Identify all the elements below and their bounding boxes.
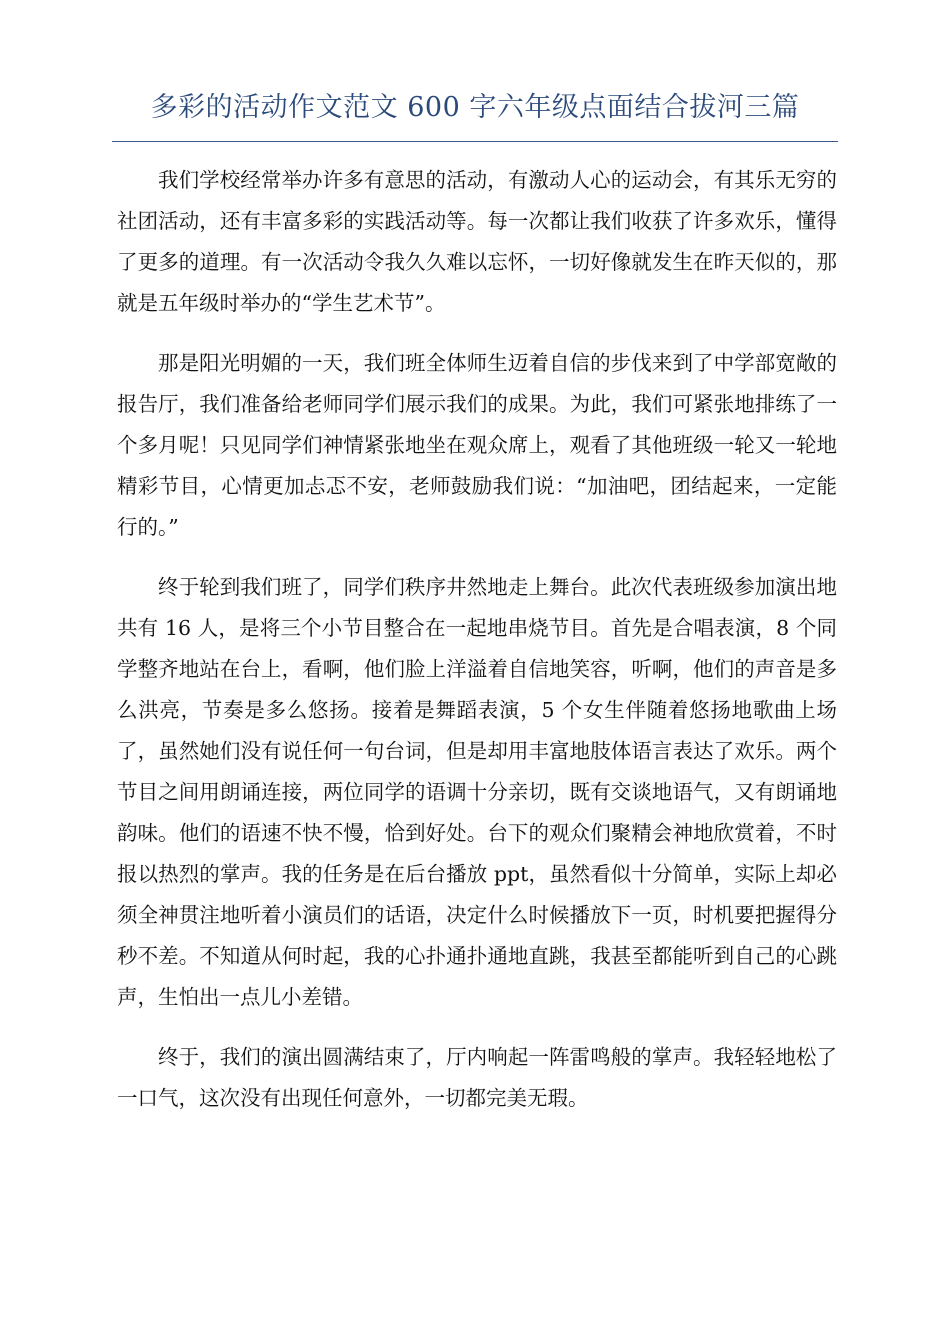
paragraph-1: 我们学校经常举办许多有意思的活动，有激动人心的运动会，有其乐无穷的社团活动，还有丰富多彩的实践活动等。每一次都让我们收获了许多欢乐，懂得了更多的道理。有一次活动令我久久难以忘怀，一切好像就发生在昨天似的，那就是五年级时举办的“学生艺术节”。 (117, 168, 837, 315)
paragraph-4: 终于，我们的演出圆满结束了，厅内响起一阵雷鸣般的掌声。我轻轻地松了一口气，这次没有出现任何意外，一切都完美无瑕。 (117, 1045, 837, 1110)
document-title: 多彩的活动作文范文 600 字六年级点面结合拔河三篇 (150, 92, 800, 123)
paragraph-3: 终于轮到我们班了，同学们秩序井然地走上舞台。此次代表班级参加演出地共有 16 人，是将三个小节目整合在一起地串烧节目。首先是合唱表演，8 个同学整齐地站在台上，看啊，他们脸上洋溢着自信地笑容，听啊，他们的声音是多么洪亮，节奏是多么悠扬。接着是舞蹈表演，5 个女生伴随着悠扬地歌曲上场了，虽然她们没有说任何一句台词，但是却用丰富地肢体语言表达了欢乐。两个节目之间用朗诵连接，两位同学的语调十分亲切，既有交谈地语气，又有朗诵地韵味。他们的语速不快不慢，恰到好处。台下的观众们聚精会神地欣赏着，不时报以热烈的掌声。我的任务是在后台播放 ppt，虽然看似十分简单，实际上却必须全神贯注地听着小演员们的话语，决定什么时候播放下一页，时机要把握得分秒不差。不知道从何时起，我的心扑通扑通地直跳，我甚至都能听到自己的心跳声，生怕出一点儿小差错。 (117, 575, 837, 1009)
title-divider (112, 141, 838, 142)
paragraph-2: 那是阳光明媚的一天，我们班全体师生迈着自信的步伐来到了中学部宽敞的报告厅，我们准备给老师同学们展示我们的成果。为此，我们可紧张地排练了一个多月呢！只见同学们神情紧张地坐在观众席上，观看了其他班级一轮又一轮地精彩节目，心情更加忐忑不安，老师鼓励我们说：“加油吧，团结起来，一定能行的。” (117, 351, 837, 539)
document-body (117, 160, 837, 1138)
